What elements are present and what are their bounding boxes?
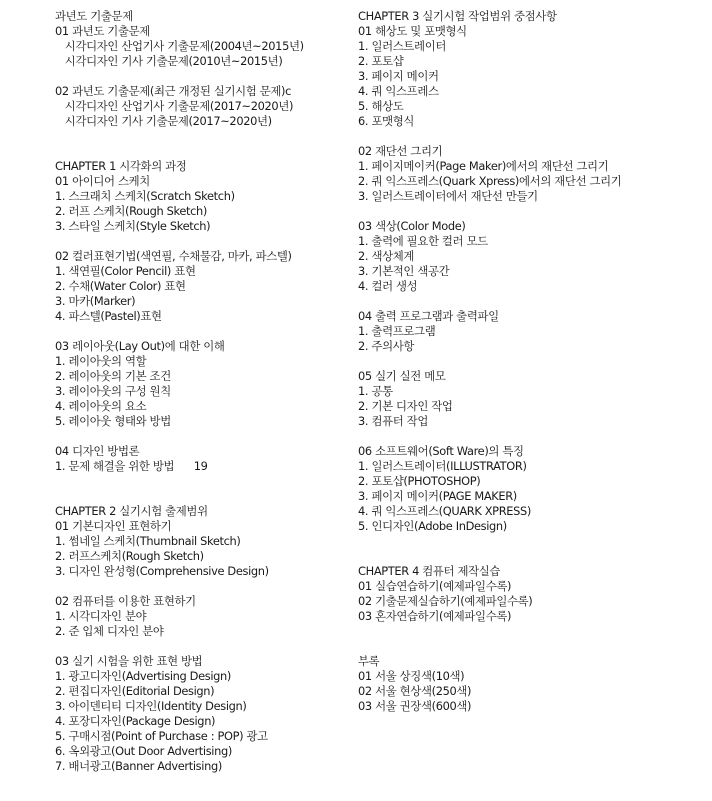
left-toc-item: 1. 색연필(Color Pencil) 표현 bbox=[55, 264, 196, 278]
left-toc-item: 시각디자인 산업기사 기출문제(2017~2020년) bbox=[55, 99, 294, 113]
left-section-heading: 01 과년도 기출문제 bbox=[55, 24, 150, 38]
left-chapter-heading: 과년도 기출문제 bbox=[55, 9, 133, 23]
left-toc-item: 3. 스타일 스케치(Style Sketch) bbox=[55, 219, 211, 233]
right-toc-item: 4. 쿼 익스프레스 bbox=[358, 84, 439, 98]
right-toc-item: 4. 쿼 익스프레스(QUARK XPRESS) bbox=[358, 504, 531, 518]
blank-line bbox=[358, 294, 708, 309]
blank-line bbox=[358, 204, 708, 219]
right-toc-item: 2. 포토샵 bbox=[358, 54, 404, 68]
blank-line bbox=[55, 144, 355, 159]
left-section-heading: 04 디자인 방법론 bbox=[55, 444, 140, 458]
blank-line bbox=[55, 129, 355, 144]
blank-line bbox=[358, 639, 708, 654]
right-toc-item: 6. 포맷형식 bbox=[358, 114, 415, 128]
right-chapter-heading: 부록 bbox=[358, 654, 380, 668]
right-section-heading: 04 출력 프로그램과 출력파일 bbox=[358, 309, 499, 323]
left-chapter-heading: CHAPTER 2 실기시험 출제범위 bbox=[55, 504, 208, 518]
left-toc-item: 1. 문제 해결을 위한 방법 19 bbox=[55, 459, 208, 473]
left-section-heading: 03 실기 시험을 위한 표현 방법 bbox=[55, 654, 203, 668]
left-toc-item: 시각디자인 기사 기출문제(2017~2020년) bbox=[55, 114, 272, 128]
blank-line bbox=[358, 429, 708, 444]
right-toc-item: 3. 일러스트레이터에서 재단선 만들기 bbox=[358, 189, 538, 203]
blank-line bbox=[55, 639, 355, 654]
right-section-heading: 01 해상도 및 포맷형식 bbox=[358, 24, 467, 38]
left-toc-item: 5. 구매시점(Point of Purchase : POP) 광고 bbox=[55, 729, 268, 743]
left-toc-item: 4. 레이아웃의 요소 bbox=[55, 399, 147, 413]
left-toc-item: 2. 러프스케치(Rough Sketch) bbox=[55, 549, 204, 563]
left-toc-item: 1. 썸네일 스케치(Thumbnail Sketch) bbox=[55, 534, 241, 548]
left-toc-item: 2. 레이아웃의 기본 조건 bbox=[55, 369, 171, 383]
left-column bbox=[55, 9, 355, 774]
right-toc-item: 3. 컴퓨터 작업 bbox=[358, 414, 428, 428]
right-section-heading: 01 실습연습하기(예제파일수록) bbox=[358, 579, 512, 593]
right-toc-item: 3. 페이지 메이커(PAGE MAKER) bbox=[358, 489, 517, 503]
right-toc-item: 3. 기본적인 색공간 bbox=[358, 264, 450, 278]
left-toc-item: 2. 편집디자인(Editorial Design) bbox=[55, 684, 215, 698]
left-section-heading: 01 아이디어 스케치 bbox=[55, 174, 150, 188]
right-toc-item: 1. 일러스트레이터(ILLUSTRATOR) bbox=[358, 459, 527, 473]
left-toc-item: 3. 마카(Marker) bbox=[55, 294, 136, 308]
left-section-heading: 01 기본디자인 표현하기 bbox=[55, 519, 172, 533]
right-toc-item: 5. 인디자인(Adobe InDesign) bbox=[358, 519, 507, 533]
left-toc-item: 4. 포장디자인(Package Design) bbox=[55, 714, 216, 728]
left-toc-item: 7. 배너광고(Banner Advertising) bbox=[55, 759, 222, 773]
right-toc-item: 1. 페이지메이커(Page Maker)에서의 재단선 그리기 bbox=[358, 159, 609, 173]
blank-line bbox=[55, 579, 355, 594]
blank-line bbox=[358, 624, 708, 639]
right-toc-item: 2. 포토샵(PHOTOSHOP) bbox=[358, 474, 481, 488]
left-chapter-heading: CHAPTER 1 시각화의 과정 bbox=[55, 159, 187, 173]
right-toc-item: 3. 페이지 메이커 bbox=[358, 69, 439, 83]
blank-line bbox=[358, 129, 708, 144]
left-section-heading: 02 컴퓨터를 이용한 표현하기 bbox=[55, 594, 196, 608]
left-toc-item: 3. 디자인 완성형(Comprehensive Design) bbox=[55, 564, 269, 578]
blank-line bbox=[358, 549, 708, 564]
right-toc-item: 2. 쿼 익스프레스(Quark Xpress)에서의 재단선 그리기 bbox=[358, 174, 622, 188]
right-toc-item: 2. 기본 디자인 작업 bbox=[358, 399, 453, 413]
left-toc-item: 1. 광고디자인(Advertising Design) bbox=[55, 669, 231, 683]
right-toc-item: 5. 해상도 bbox=[358, 99, 404, 113]
right-toc-item: 4. 컬러 생성 bbox=[358, 279, 418, 293]
left-toc-item: 2. 러프 스케치(Rough Sketch) bbox=[55, 204, 208, 218]
right-section-heading: 05 실기 실전 메모 bbox=[358, 369, 446, 383]
left-toc-item: 2. 수채(Water Color) 표현 bbox=[55, 279, 186, 293]
right-section-heading: 02 서울 현상색(250색) bbox=[358, 684, 472, 698]
left-toc-item: 6. 옥외광고(Out Door Advertising) bbox=[55, 744, 232, 758]
blank-line bbox=[55, 489, 355, 504]
blank-line bbox=[55, 69, 355, 84]
right-toc-item: 2. 주의사항 bbox=[358, 339, 415, 353]
right-section-heading: 03 혼자연습하기(예제파일수록) bbox=[358, 609, 512, 623]
blank-line bbox=[55, 324, 355, 339]
right-chapter-heading: CHAPTER 4 컴퓨터 제작실습 bbox=[358, 564, 501, 578]
blank-line bbox=[358, 534, 708, 549]
left-toc-item: 시각디자인 산업기사 기출문제(2004년~2015년) bbox=[55, 39, 304, 53]
left-toc-item: 1. 스크래치 스케치(Scratch Sketch) bbox=[55, 189, 235, 203]
blank-line bbox=[55, 234, 355, 249]
left-section-heading: 02 컬러표현기법(색연필, 수채물감, 마카, 파스텔) bbox=[55, 249, 292, 263]
blank-line bbox=[55, 429, 355, 444]
left-toc-item: 2. 준 입체 디자인 분야 bbox=[55, 624, 164, 638]
left-toc-item: 3. 아이덴티티 디자인(Identity Design) bbox=[55, 699, 247, 713]
left-toc-item: 3. 레이아웃의 구성 원칙 bbox=[55, 384, 171, 398]
left-toc-item: 1. 레이아웃의 역할 bbox=[55, 354, 147, 368]
blank-line bbox=[358, 354, 708, 369]
blank-line bbox=[55, 474, 355, 489]
right-section-heading: 03 색상(Color Mode) bbox=[358, 219, 466, 233]
right-toc-item: 2. 색상체계 bbox=[358, 249, 415, 263]
left-section-heading: 02 과년도 기출문제(최근 개정된 실기시험 문제)c bbox=[55, 84, 292, 98]
right-toc-item: 1. 일러스트레이터 bbox=[358, 39, 447, 53]
right-column bbox=[358, 9, 708, 714]
right-toc-item: 1. 출력프로그램 bbox=[358, 324, 436, 338]
right-chapter-heading: CHAPTER 3 실기시험 작업범위 중점사항 bbox=[358, 9, 557, 23]
right-section-heading: 03 서울 권장색(600색) bbox=[358, 699, 472, 713]
right-section-heading: 02 재단선 그리기 bbox=[358, 144, 443, 158]
right-section-heading: 01 서울 상징색(10색) bbox=[358, 669, 465, 683]
right-section-heading: 06 소프트웨어(Soft Ware)의 특징 bbox=[358, 444, 524, 458]
left-toc-item: 5. 레이아웃 형태와 방법 bbox=[55, 414, 171, 428]
left-toc-item: 4. 파스텔(Pastel)표현 bbox=[55, 309, 162, 323]
left-toc-item: 시각디자인 기사 기출문제(2010년~2015년) bbox=[55, 54, 283, 68]
right-section-heading: 02 기출문제실습하기(예제파일수록) bbox=[358, 594, 533, 608]
right-toc-item: 1. 공통 bbox=[358, 384, 393, 398]
left-toc-item: 1. 시각디자인 분야 bbox=[55, 609, 147, 623]
left-section-heading: 03 레이아웃(Lay Out)에 대한 이해 bbox=[55, 339, 225, 353]
right-toc-item: 1. 출력에 필요한 컬러 모드 bbox=[358, 234, 488, 248]
